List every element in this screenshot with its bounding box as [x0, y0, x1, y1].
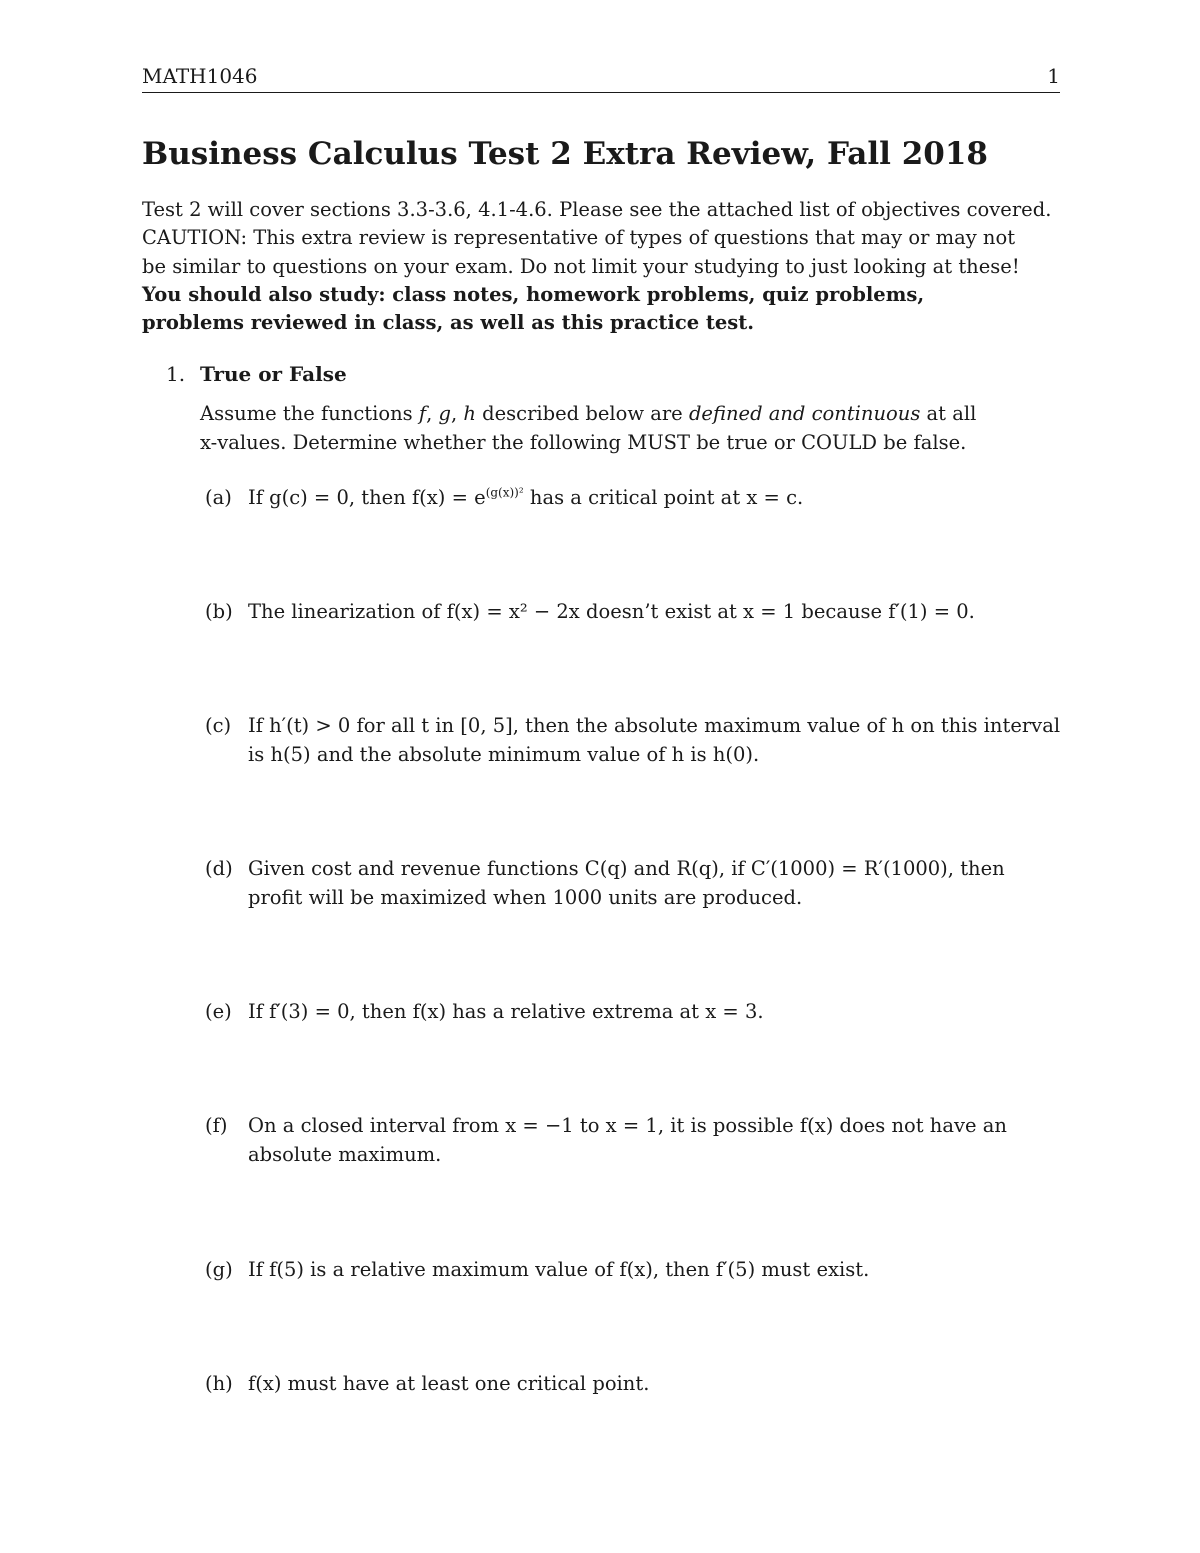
item-text-after: has a critical point at x = c.	[523, 486, 804, 509]
item-text: If h′(t) > 0 for all t in [0, 5], then the absolute maximum value of h on this interval is h(5) and the absolute minimum value of h is h(0).	[248, 714, 1061, 766]
item-text: The linearization of f(x) = x² − 2x doesn’t exist at x = 1 because f′(1) = 0.	[248, 600, 975, 623]
instructions-part-c: at all	[920, 402, 977, 425]
page-header	[142, 62, 1060, 93]
item-label: (d)	[205, 857, 233, 880]
intro-line-1: Test 2 will cover sections 3.3-3.6, 4.1-4.6. Please see the attached list of objectives covered.	[142, 198, 1052, 221]
study-note-line-1: You should also study: class notes, homework problems, quiz problems,	[142, 282, 925, 306]
document-title: Business Calculus Test 2 Extra Review, Fall 2018	[142, 136, 989, 172]
question-instructions: Assume the functions f, g, h described below are defined and continuous at all x-values. Determine whether the following MUST be true or COULD be false.	[200, 402, 977, 454]
fn-f: f	[418, 402, 427, 425]
item-text-main: If g(c) = 0, then f(x) = e	[248, 486, 486, 509]
question-number: 1.	[166, 362, 186, 386]
item-text: On a closed interval from x = −1 to x = 1, it is possible f(x) does not have an absolute maximum.	[248, 1114, 1007, 1166]
instructions-emphasis: defined and continuous	[688, 402, 921, 425]
item-text: Given cost and revenue functions C(q) and R(q), if C′(1000) = R′(1000), then profit will be maximized when 1000 units are produced.	[248, 857, 1005, 909]
course-code: MATH1046	[142, 64, 258, 88]
item-label: (b)	[205, 600, 233, 623]
item-superscript: (g(x))²	[485, 485, 524, 500]
instructions-part-b: described below are	[475, 402, 689, 425]
intro-line-2: CAUTION: This extra review is representative of types of questions that may or may not	[142, 226, 1016, 250]
item-label: (f)	[205, 1114, 228, 1137]
intro-line-3: be similar to questions on your exam. Do not limit your studying to just looking at these!	[142, 254, 1020, 278]
instructions-part-a: Assume the functions	[200, 402, 419, 425]
item-label: (e)	[205, 1000, 232, 1023]
item-label: (g)	[205, 1258, 233, 1281]
item-label: (h)	[205, 1372, 233, 1395]
instructions-line-2: x-values. Determine whether the following MUST be true or COULD be false.	[200, 430, 967, 454]
item-text: If f′(3) = 0, then f(x) has a relative extrema at x = 3.	[248, 1000, 764, 1023]
intro-paragraph	[142, 196, 1072, 337]
fn-g: g	[438, 402, 451, 425]
item-label: (a)	[205, 486, 232, 509]
item-text: If f(5) is a relative maximum value of f(x), then f′(5) must exist.	[248, 1258, 870, 1281]
question-title: True or False	[200, 362, 347, 386]
study-note-line-2: problems reviewed in class, as well as this practice test.	[142, 311, 755, 335]
page-number: 1	[1047, 64, 1060, 88]
item-text: f(x) must have at least one critical point.	[248, 1372, 650, 1395]
fn-h: h	[463, 402, 476, 425]
item-label: (c)	[205, 714, 232, 737]
item-text	[248, 484, 1063, 513]
